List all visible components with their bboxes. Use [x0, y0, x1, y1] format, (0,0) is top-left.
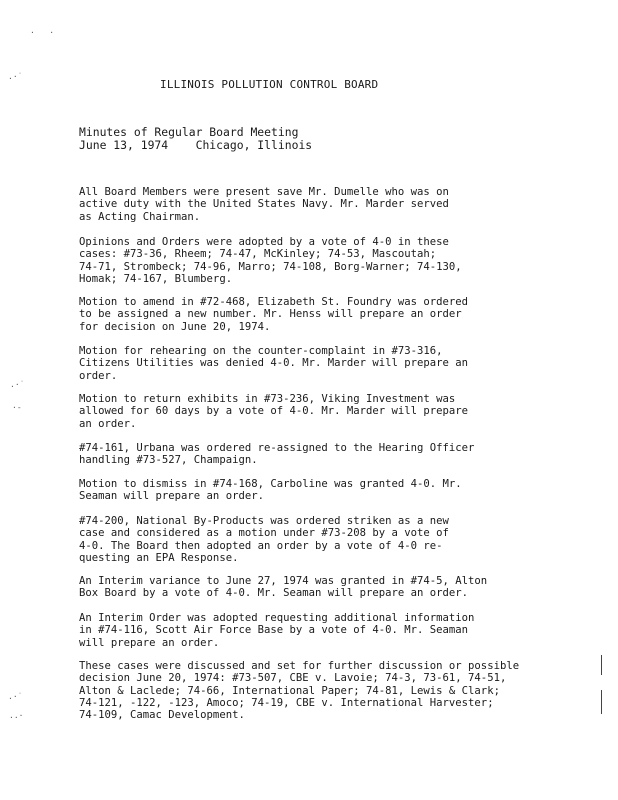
attendance-paragraph: All Board Members were present save Mr. Dumelle who was on active duty with the United States Navy. Mr. Marder served as Acting Chairman.: [79, 186, 449, 223]
scan-mark: .·˙: [8, 72, 23, 81]
margin-bar: [601, 690, 602, 714]
scan-mark: .·˙: [10, 380, 25, 389]
opinions-paragraph: Opinions and Orders were adopted by a vote of 4-0 in these cases: #73-36, Rheem; 74-47, McKinley; 74-53, Mascoutah; 74-71, Strombeck; 74-96, Marro; 74-108, Borg-Warner; 74-130, Homak; 74-167, Blumberg.: [79, 236, 462, 285]
scan-mark: ..·: [9, 711, 24, 720]
motion-amend-paragraph: Motion to amend in #72-468, Elizabeth St. Foundry was ordered to be assigned a new number. Mr. Henss will prepare an order for decision on June 20, 1974.: [79, 296, 469, 333]
motion-rehearing-paragraph: Motion for rehearing on the counter-complaint in #73-316, Citizens Utilities was denied 4-0. Mr. Marder will prepare an order.: [79, 345, 469, 382]
margin-bar: [601, 655, 602, 675]
striken-case-paragraph: #74-200, National By-Products was ordered striken as a new case and considered as a motion under #73-208 by a vote of 4-0. The Board then adopted an order by a vote of 4-0 re- questing an EPA Response.: [79, 515, 449, 564]
document-heading: ILLINOIS POLLUTION CONTROL BOARD: [160, 78, 379, 91]
reassignment-paragraph: #74-161, Urbana was ordered re-assigned to the Hearing Officer handling #73-527, Champaign.: [79, 442, 475, 467]
motion-dismiss-paragraph: Motion to dismiss in #74-168, Carboline was granted 4-0. Mr. Seaman will prepare an order.: [79, 478, 462, 503]
meeting-date-line: June 13, 1974 Chicago, Illinois: [79, 138, 313, 152]
motion-exhibits-paragraph: Motion to return exhibits in #73-236, Viking Investment was allowed for 60 days by a vote of 4-0. Mr. Marder will prepare an order.: [79, 393, 469, 430]
scan-mark: ·-: [12, 403, 22, 412]
interim-variance-paragraph: An Interim variance to June 27, 1974 was granted in #74-5, Alton Box Board by a vote of 4-0. Mr. Seaman will prepare an order.: [79, 575, 488, 600]
interim-order-paragraph: An Interim Order was adopted requesting additional information in #74-116, Scott Air Force Base by a vote of 4-0. Mr. Seaman will prepare an order.: [79, 612, 475, 649]
minutes-title: Minutes of Regular Board Meeting: [79, 125, 299, 139]
scan-mark: .·˙: [8, 692, 23, 701]
scan-mark: · ·: [30, 28, 55, 37]
discussion-cases-paragraph: These cases were discussed and set for further discussion or possible decision June 20, 1974: #73-507, CBE v. Lavoie; 74-3, 73-61, 74-51, Alton & Laclede; 74-66, International Paper; 74-81, Lewis & Clark; 74-121, -122, -123, Amoco; 74-19, CBE v. International Harvester; 74-109, Camac Development.: [79, 660, 520, 722]
